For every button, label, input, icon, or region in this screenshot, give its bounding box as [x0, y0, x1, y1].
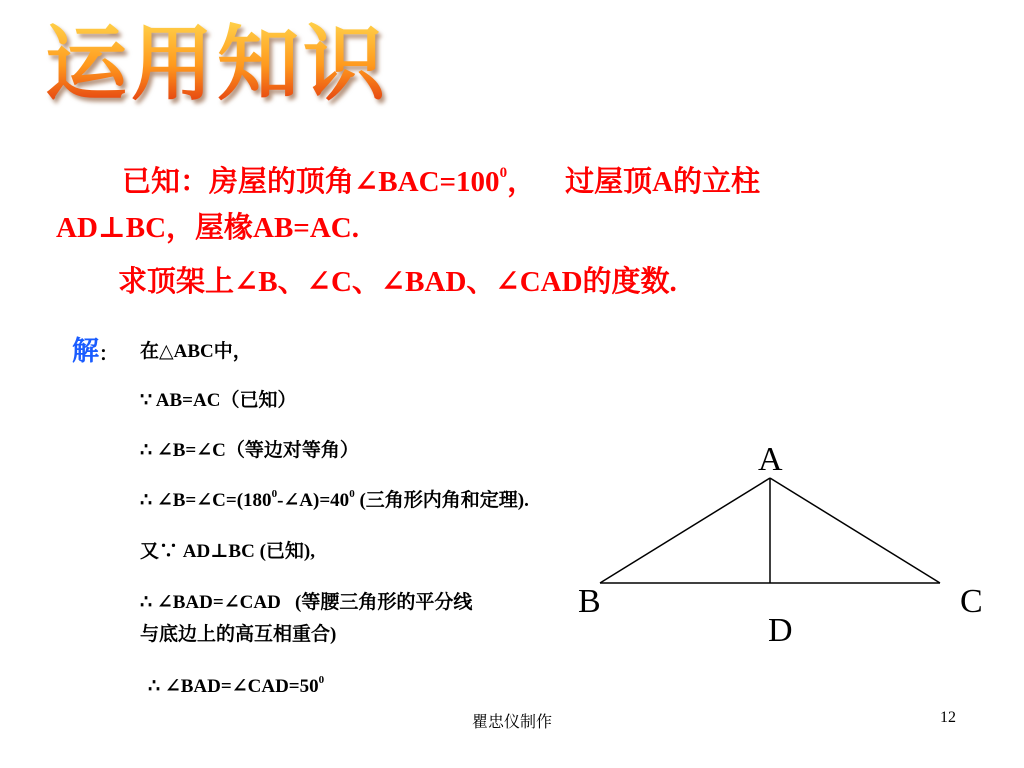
degree-superscript: 0 [318, 674, 325, 686]
vertex-label-a: A [758, 441, 783, 478]
footer-author: 瞿忠仪制作 [472, 714, 553, 731]
solution-step-4-a: ∴ ∠B=∠C=(180 [140, 490, 272, 511]
solution-label-colon: ： [99, 344, 119, 365]
solution-step-4-b: -∠A)=40 [277, 490, 350, 511]
side-ac [770, 478, 940, 583]
problem-line-2: AD⊥BC，屋椽AB=AC. [56, 212, 359, 244]
vertex-label-d: D [768, 612, 793, 649]
vertex-label-c: C [960, 583, 983, 620]
page-number: 12 [940, 709, 956, 726]
solution-step-2: ∵ AB=AC（已知） [140, 390, 297, 411]
solution-step-7: 与底边上的高互相重合) [140, 624, 337, 645]
solution-label: 解 [72, 336, 99, 366]
solution-step-1: 在△ABC中， [140, 341, 252, 362]
solution-step-8-a: ∴ ∠BAD=∠CAD=50 [148, 676, 319, 697]
solution-step-4-c: (三角形内角和定理). [354, 490, 529, 511]
solution-step-6: ∴ ∠BAD=∠CAD (等腰三角形的平分线 [140, 592, 473, 613]
slide-title: 运用知识 [45, 17, 390, 112]
vertex-label-b: B [578, 583, 601, 620]
solution-step-3: ∴ ∠B=∠C（等边对等角） [140, 440, 359, 461]
side-ab [600, 478, 770, 583]
solution-step-5: 又∵ AD⊥BC (已知), [140, 541, 315, 562]
degree-superscript: 0 [499, 165, 508, 181]
degree-superscript: 0 [349, 488, 355, 500]
problem-line-1-rest: ， 过屋顶A的立柱 [507, 166, 761, 198]
degree-superscript: 0 [271, 488, 278, 500]
problem-line-1-text: 已知：房屋的顶角∠BAC=100 [122, 166, 500, 198]
problem-line-3: 求顶架上∠B、∠C、∠BAD、∠CAD的度数. [118, 266, 677, 298]
